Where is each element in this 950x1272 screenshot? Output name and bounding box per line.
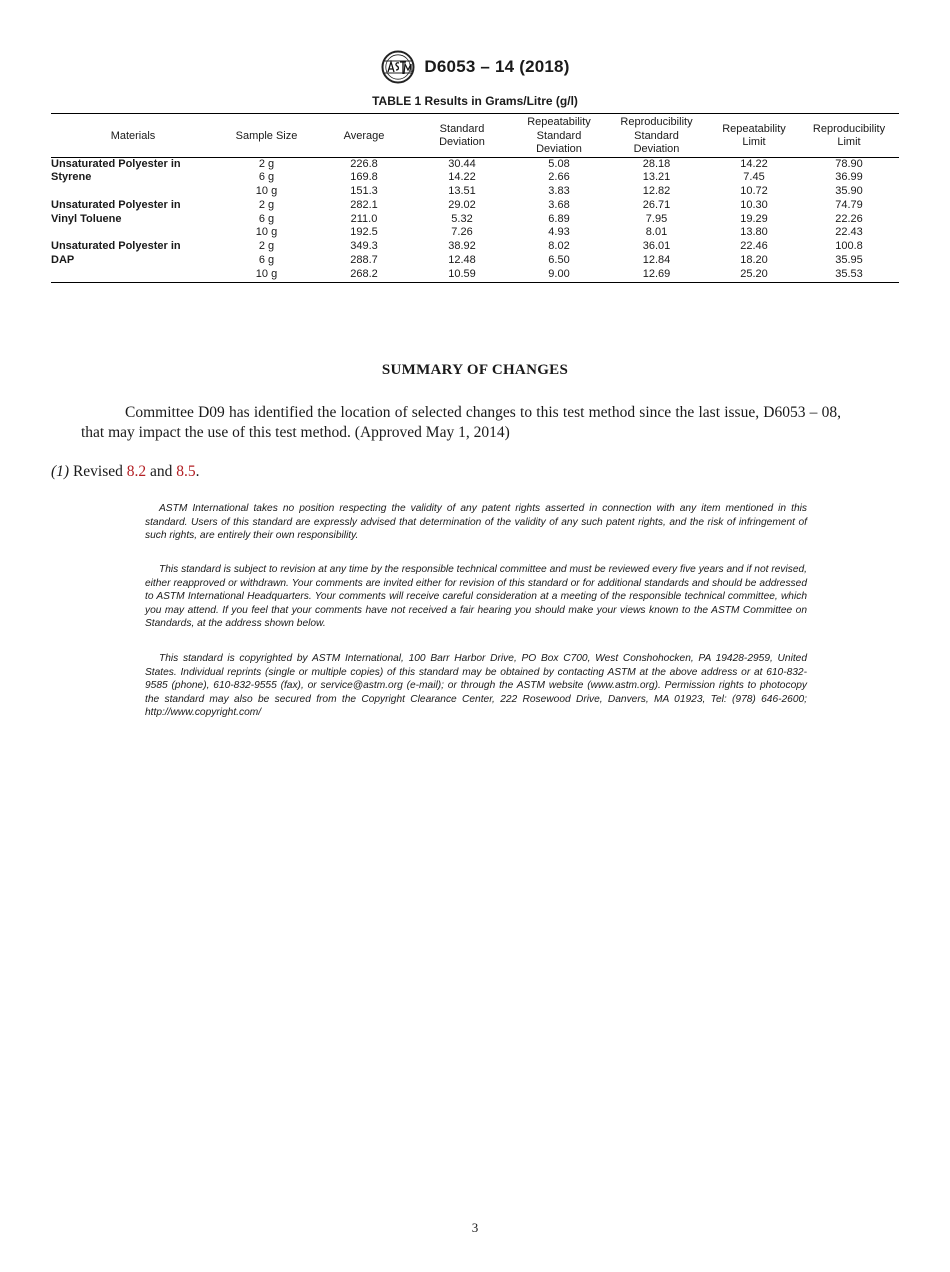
material-cell: Unsaturated Polyester in bbox=[51, 198, 181, 211]
value-cell: 14.22 bbox=[740, 157, 768, 170]
table-row bbox=[51, 185, 899, 199]
value-cell: 169.8 bbox=[350, 171, 378, 184]
value-cell: 25.20 bbox=[740, 267, 768, 280]
column-header-line: Limit bbox=[742, 136, 766, 149]
value-cell: 4.93 bbox=[548, 226, 570, 239]
value-cell: 10 g bbox=[255, 185, 278, 198]
value-cell: 22.43 bbox=[835, 226, 863, 239]
value-cell: 35.53 bbox=[835, 267, 863, 280]
value-cell: 36.01 bbox=[642, 240, 671, 253]
value-cell: 19.29 bbox=[740, 212, 768, 225]
value-cell: 28.18 bbox=[642, 157, 671, 170]
column-header-line: Sample Size bbox=[235, 129, 298, 142]
value-cell: 2.66 bbox=[548, 171, 570, 184]
value-cell: 8.01 bbox=[645, 226, 668, 239]
table-row bbox=[51, 157, 899, 171]
value-cell: 6 g bbox=[258, 171, 275, 184]
material-cell: Styrene bbox=[51, 171, 92, 184]
value-cell: 9.00 bbox=[548, 267, 570, 280]
value-cell: 30.44 bbox=[448, 157, 476, 170]
column-header bbox=[799, 114, 899, 158]
value-cell: 192.5 bbox=[350, 226, 378, 239]
value-cell: 7.95 bbox=[645, 212, 668, 225]
value-cell: 35.95 bbox=[835, 254, 863, 267]
summary-paragraph: Committee D09 has identified the location of selected changes to this test method since the last issue, D6053 – 08, that may impact the use of this test method. (Approved May 1, 2014) bbox=[81, 404, 841, 441]
value-cell: 12.69 bbox=[642, 267, 671, 280]
column-header-line: Deviation bbox=[536, 143, 582, 155]
table-body bbox=[51, 157, 899, 282]
table-row bbox=[51, 240, 899, 254]
value-cell: 74.79 bbox=[835, 198, 863, 211]
table-row bbox=[51, 268, 899, 282]
value-cell: 10 g bbox=[255, 226, 278, 239]
value-cell: 22.26 bbox=[835, 212, 863, 225]
value-cell: 282.1 bbox=[350, 198, 378, 211]
column-header bbox=[215, 114, 318, 158]
value-cell: 211.0 bbox=[350, 212, 378, 225]
value-cell: 38.92 bbox=[448, 240, 476, 253]
value-cell: 22.46 bbox=[740, 240, 768, 253]
value-cell: 13.51 bbox=[448, 185, 476, 198]
value-cell: 8.02 bbox=[548, 240, 570, 253]
material-cell: DAP bbox=[51, 254, 75, 267]
value-cell: 29.02 bbox=[448, 198, 476, 211]
column-header-line: Repeatability bbox=[527, 116, 591, 128]
value-cell: 6 g bbox=[258, 254, 275, 267]
revision-text: Revised bbox=[72, 463, 123, 480]
material-cell: Vinyl Toluene bbox=[51, 212, 122, 225]
page-number: 3 bbox=[471, 1220, 479, 1235]
revision-item-number: (1) bbox=[51, 463, 70, 480]
value-cell: 5.32 bbox=[451, 212, 473, 225]
value-cell: 151.3 bbox=[350, 185, 378, 198]
value-cell: 14.22 bbox=[448, 171, 476, 184]
value-cell: 12.48 bbox=[448, 254, 476, 267]
value-cell: 10.72 bbox=[740, 185, 768, 198]
column-header-line: Standard bbox=[439, 122, 485, 135]
value-cell: 100.8 bbox=[835, 240, 863, 253]
column-header-line: Average bbox=[343, 129, 385, 142]
column-header-line: Limit bbox=[837, 136, 861, 149]
material-cell: Unsaturated Polyester in bbox=[51, 240, 181, 253]
table-row bbox=[51, 213, 899, 227]
value-cell: 12.82 bbox=[642, 185, 671, 198]
material-cell bbox=[51, 268, 215, 282]
value-cell: 2 g bbox=[258, 157, 275, 170]
value-cell: 35.90 bbox=[835, 185, 863, 198]
value-cell: 6.89 bbox=[548, 212, 570, 225]
table-header-row bbox=[51, 114, 899, 158]
page-header bbox=[0, 50, 950, 84]
copyright-notice: This standard is copyrighted by ASTM International, 100 Barr Harbor Drive, PO Box C700, West Conshohocken, PA 19428-2959, United States. Individual reprints (single or multiple copies) of this standard may be obtained by contacting ASTM at the above address or at 610-832-9585 (phone), 610-832-9555 (fax), or service@astm.org (e-mail); or through the ASTM website (www.astm.org). Permission rights to photocopy the standard may also be secured from the Copyright Clearance Center, 222 Rosewood Drive, Danvers, MA 01923, Tel: (978) 646-2600; http://www.copyright.com/ bbox=[145, 653, 807, 719]
column-header bbox=[709, 114, 799, 158]
table-caption: TABLE 1 Results in Grams/Litre (g/l) bbox=[372, 94, 578, 108]
value-cell: 18.20 bbox=[740, 254, 768, 267]
revision-period: . bbox=[195, 463, 200, 480]
document-title: D6053 – 14 (2018) bbox=[424, 57, 570, 76]
column-header-line: Deviation bbox=[633, 143, 680, 155]
value-cell: 36.99 bbox=[835, 171, 863, 184]
column-header bbox=[318, 114, 410, 158]
revision-item bbox=[51, 462, 200, 482]
column-header-line: Materials bbox=[110, 129, 156, 142]
table-row bbox=[51, 199, 899, 213]
column-header-line: Repeatability bbox=[722, 122, 786, 135]
material-cell: Unsaturated Polyester in bbox=[51, 157, 181, 170]
value-cell: 13.80 bbox=[740, 226, 768, 239]
column-header-line: Standard bbox=[634, 129, 679, 142]
section-link-8-5[interactable]: 8.5 bbox=[176, 463, 196, 480]
value-cell: 349.3 bbox=[350, 240, 378, 253]
section-link-8-2[interactable]: 8.2 bbox=[126, 463, 147, 480]
value-cell: 6 g bbox=[258, 212, 275, 225]
value-cell: 3.83 bbox=[548, 185, 570, 198]
table-row bbox=[51, 171, 899, 185]
value-cell: 12.84 bbox=[642, 254, 671, 267]
column-header-line: Deviation bbox=[439, 136, 485, 149]
column-header-line: Standard bbox=[536, 129, 582, 142]
value-cell: 13.21 bbox=[642, 171, 671, 184]
material-cell bbox=[51, 226, 215, 240]
value-cell: 7.45 bbox=[743, 171, 765, 184]
revision-notice: This standard is subject to revision at any time by the responsible technical committee and must be reviewed every five years and if not revised, either reapproved or withdrawn. Your comments are invited either for revision of this standard or for additional standards and should be addressed to ASTM International Headquarters. Your comments will receive careful consideration at a meeting of the responsible technical committee, which you may attend. If you feel that your comments have not received a fair hearing you should make your views known to the ASTM Committee on Standards, at the address shown below. bbox=[145, 564, 807, 630]
value-cell: 2 g bbox=[258, 198, 275, 211]
column-header bbox=[51, 114, 215, 158]
column-header bbox=[514, 114, 604, 158]
value-cell: 10.30 bbox=[740, 198, 768, 211]
table-row bbox=[51, 254, 899, 268]
astm-logo-icon bbox=[380, 50, 416, 84]
value-cell: 26.71 bbox=[642, 198, 671, 211]
column-header-line: Reproducibility bbox=[620, 116, 693, 128]
material-cell bbox=[51, 185, 215, 199]
value-cell: 3.68 bbox=[548, 198, 570, 211]
value-cell: 268.2 bbox=[350, 267, 378, 280]
value-cell: 10.59 bbox=[448, 267, 476, 280]
revision-conjunction: and bbox=[150, 463, 173, 480]
table-row bbox=[51, 226, 899, 240]
column-header-line: Reproducibility bbox=[812, 122, 886, 135]
value-cell: 7.26 bbox=[451, 226, 473, 239]
value-cell: 288.7 bbox=[350, 254, 378, 267]
value-cell: 6.50 bbox=[548, 254, 570, 267]
value-cell: 10 g bbox=[255, 267, 278, 280]
value-cell: 2 g bbox=[258, 240, 275, 253]
value-cell: 226.8 bbox=[350, 157, 378, 170]
value-cell: 5.08 bbox=[548, 157, 570, 170]
summary-heading: SUMMARY OF CHANGES bbox=[381, 362, 569, 378]
patent-notice: ASTM International takes no position respecting the validity of any patent rights asserted in connection with any item mentioned in this standard. Users of this standard are expressly advised that determination of the validity of any such patent rights, and the risk of infringement of such rights, are entirely their own responsibility. bbox=[145, 503, 807, 542]
value-cell: 78.90 bbox=[835, 157, 863, 170]
column-header bbox=[410, 114, 514, 158]
results-table bbox=[51, 113, 899, 283]
column-header bbox=[604, 114, 709, 158]
